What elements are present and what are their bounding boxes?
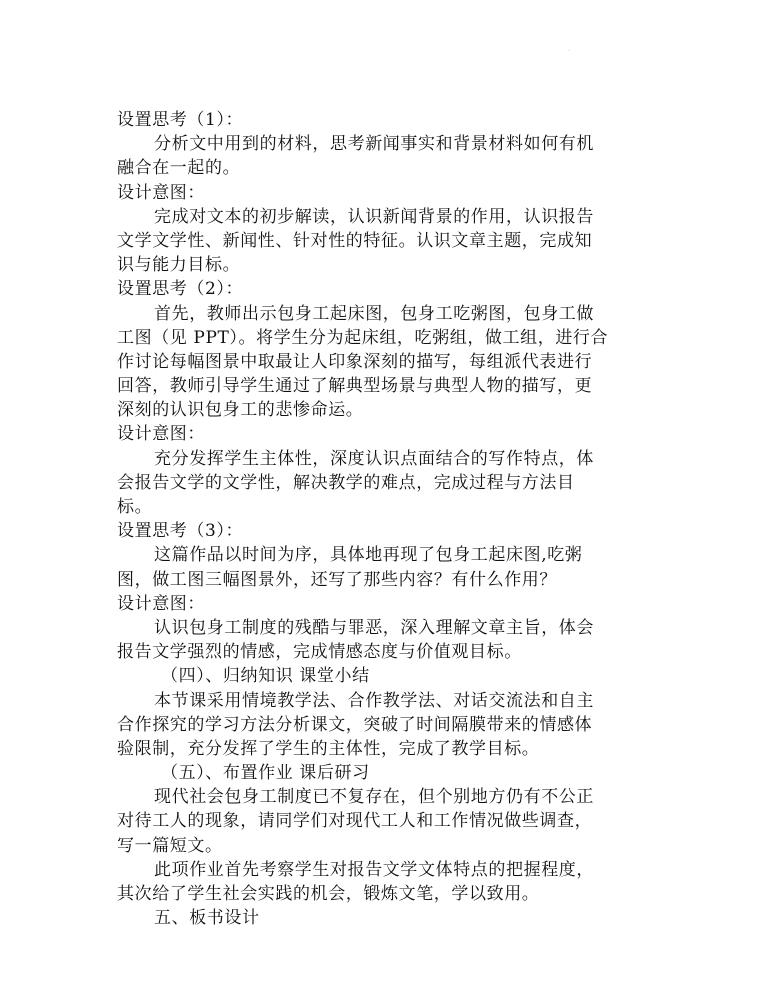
text-line: 此项作业首先考察学生对报告文学文体特点的把握程度，	[154, 859, 594, 880]
text-line: 融合在一起的。	[117, 158, 241, 179]
text-line: 合作探究的学习方法分析课文，突破了时间隔膜带来的情感体	[117, 714, 593, 735]
text-line: 认识包身工制度的残酷与罪恶，深入理解文章主旨，体会	[154, 617, 594, 638]
text-line: 回答，教师引导学生通过了解典型场景与典型人物的描写，更	[117, 376, 593, 397]
text-line: 分析文中用到的材料，思考新闻事实和背景材料如何有机	[154, 134, 594, 155]
text-line: （四）、归纳知识 课堂小结	[161, 666, 370, 687]
text-line: 写一篇短文。	[117, 835, 223, 856]
text-line: 完成对文本的初步解读，认识新闻背景的作用，认识报告	[154, 206, 594, 227]
text-line: 现代社会包身工制度已不复存在，但个别地方仍有不公正	[154, 787, 594, 808]
text-line: 设计意图：	[117, 593, 205, 614]
text-line: 五、板书设计	[154, 908, 260, 929]
text-line: 其次给了学生社会实践的机会，锻炼文笔，学以致用。	[117, 884, 540, 904]
text-line: 首先，教师出示包身工起床图，包身工吃粥图，包身工做	[154, 303, 594, 324]
page-corner-mark: .	[568, 46, 570, 53]
text-line: 设计意图：	[117, 424, 205, 445]
text-line: 对待工人的现象，请同学们对现代工人和工作情况做些调查，	[117, 811, 593, 832]
text-line: 作讨论每幅图景中取最让人印象深刻的描写，每组派代表进行	[117, 351, 593, 372]
text-line: 设置思考（2）：	[117, 279, 244, 300]
text-line: 验限制，充分发挥了学生的主体性，完成了教学目标。	[117, 738, 540, 759]
text-line: 图，做工图三幅图景外，还写了那些内容？有什么作用？	[117, 569, 557, 590]
text-line: 标。	[117, 497, 153, 517]
text-line: 深刻的认识包身工的悲惨命运。	[117, 400, 364, 421]
text-line: 会报告文学的文学性，解决教学的难点，完成过程与方法目	[117, 472, 575, 493]
text-line: 这篇作品以时间为序，具体地再现了包身工起床图,吃粥	[154, 545, 583, 566]
text-line: 设计意图：	[117, 182, 205, 203]
text-line: 报告文学强烈的情感，完成情感态度与价值观目标。	[117, 642, 522, 663]
text-line: 本节课采用情境教学法、合作教学法、对话交流法和自主	[154, 690, 594, 711]
text-line: 工图（见 PPT）。将学生分为起床组，吃粥组，做工组，进行合	[117, 327, 609, 348]
text-line: 文学文学性、新闻性、针对性的特征。认识文章主题，完成知	[117, 230, 593, 251]
text-line: 识与能力目标。	[117, 255, 241, 276]
text-line: 设置思考（1）：	[117, 110, 244, 130]
text-line: 充分发挥学生主体性，深度认识点面结合的写作特点，体	[154, 448, 594, 469]
document-body	[117, 108, 647, 930]
text-line: （五）、布置作业 课后研习	[161, 763, 370, 784]
text-line: 设置思考（3）：	[117, 521, 244, 542]
